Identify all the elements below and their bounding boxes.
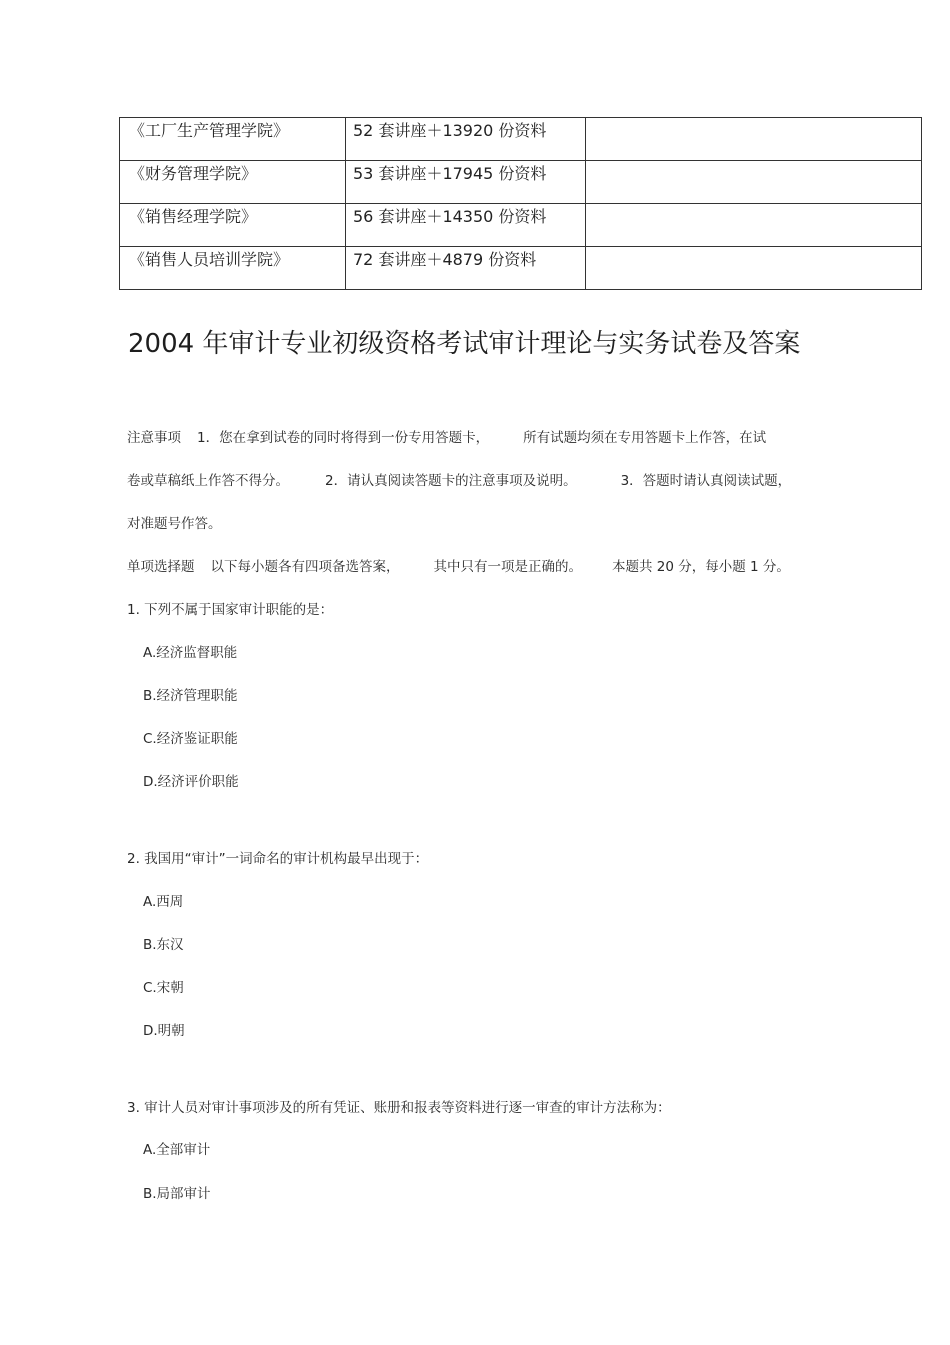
notice-text: 卷或草稿纸上作答不得分。: [127, 473, 289, 489]
table-cell-name: 《销售人员培训学院》: [120, 247, 346, 290]
table-cell-content: 52 套讲座＋13920 份资料: [346, 118, 586, 161]
notice-line-3: 对准题号作答。: [127, 516, 222, 532]
table-row: [120, 204, 922, 247]
notice-text: 3．答题时请认真阅读试题，: [620, 473, 792, 489]
question-option: C.经济鉴证职能: [143, 731, 238, 747]
notice-label: 注意事项: [127, 430, 181, 446]
notice-text: 所有试题均须在专用答题卡上作答，在试: [523, 430, 767, 446]
notice-text: 1．您在拿到试卷的同时将得到一份专用答题卡，: [197, 430, 490, 446]
question-option: D.经济评价职能: [143, 774, 239, 790]
section-text: 其中只有一项是正确的。: [433, 559, 582, 575]
table-cell-content: 72 套讲座＋4879 份资料: [346, 247, 586, 290]
table-cell-name: 《工厂生产管理学院》: [120, 118, 346, 161]
question-option: B.局部审计: [143, 1186, 211, 1202]
question-stem: 3. 审计人员对审计事项涉及的所有凭证、账册和报表等资料进行逐一审查的审计方法称为：: [127, 1100, 671, 1116]
question-option: A.经济监督职能: [143, 645, 238, 661]
table-cell-content: 56 套讲座＋14350 份资料: [346, 204, 586, 247]
table-cell-extra: [586, 247, 922, 290]
question-stem: 1. 下列不属于国家审计职能的是：: [127, 602, 334, 618]
question-option: A.全部审计: [143, 1142, 211, 1158]
resource-table: [119, 117, 922, 290]
table-cell-extra: [586, 118, 922, 161]
question-option: C.宋朝: [143, 980, 184, 996]
table-cell-name: 《财务管理学院》: [120, 161, 346, 204]
section-header: [127, 557, 790, 577]
table-row: [120, 247, 922, 290]
question-option: B.经济管理职能: [143, 688, 238, 704]
page-title: 2004 年审计专业初级资格考试审计理论与实务试卷及答案: [128, 329, 801, 359]
notice-text: 2．请认真阅读答题卡的注意事项及说明。: [325, 473, 577, 489]
table-cell-content: 53 套讲座＋17945 份资料: [346, 161, 586, 204]
table-cell-extra: [586, 161, 922, 204]
table-row: [120, 161, 922, 204]
section-text: 本题共 20 分，每小题 1 分。: [612, 559, 790, 575]
notice-line-2: [127, 471, 791, 491]
notice-line-1: [127, 428, 766, 448]
question-option: A.西周: [143, 894, 184, 910]
question-option: D.明朝: [143, 1023, 185, 1039]
section-text: 以下每小题各有四项备选答案，: [210, 559, 400, 575]
table-row: [120, 118, 922, 161]
table-cell-extra: [586, 204, 922, 247]
section-label: 单项选择题: [127, 559, 195, 575]
question-stem: 2. 我国用“审计”一词命名的审计机构最早出现于：: [127, 851, 429, 867]
question-option: B.东汉: [143, 937, 184, 953]
table-cell-name: 《销售经理学院》: [120, 204, 346, 247]
